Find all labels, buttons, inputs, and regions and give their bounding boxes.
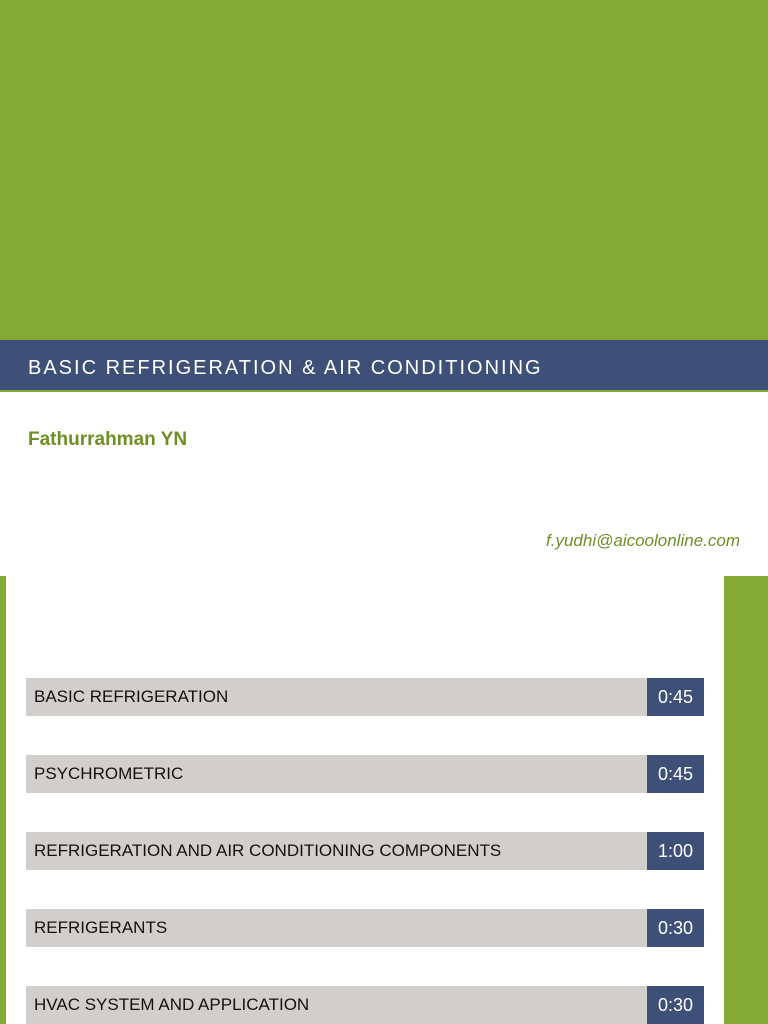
agenda-topic: REFRIGERANTS bbox=[26, 909, 647, 947]
agenda-topic: HVAC SYSTEM AND APPLICATION bbox=[26, 986, 647, 1024]
agenda-row bbox=[26, 909, 704, 947]
agenda-duration: 0:45 bbox=[647, 755, 704, 793]
agenda-topic: REFRIGERATION AND AIR CONDITIONING COMPONENTS bbox=[26, 832, 647, 870]
agenda-duration: 0:45 bbox=[647, 678, 704, 716]
agenda-row bbox=[26, 986, 704, 1024]
author-name: Fathurrahman YN bbox=[28, 429, 188, 450]
agenda-duration: 0:30 bbox=[647, 909, 704, 947]
cover-green-band bbox=[0, 0, 768, 340]
agenda-topic: BASIC REFRIGERATION bbox=[26, 678, 647, 716]
author-email[interactable]: f.yudhi@aicoolonline.com bbox=[546, 531, 740, 550]
agenda-row bbox=[26, 755, 704, 793]
agenda-topic: PSYCHROMETRIC bbox=[26, 755, 647, 793]
agenda-list bbox=[26, 678, 704, 1024]
agenda-duration: 1:00 bbox=[647, 832, 704, 870]
right-accent-bar bbox=[724, 576, 768, 1024]
agenda-row bbox=[26, 678, 704, 716]
agenda-duration: 0:30 bbox=[647, 986, 704, 1024]
agenda-row bbox=[26, 832, 704, 870]
document-title: BASIC REFRIGERATION & AIR CONDITIONING bbox=[28, 357, 543, 379]
left-accent-bar bbox=[0, 576, 6, 1024]
